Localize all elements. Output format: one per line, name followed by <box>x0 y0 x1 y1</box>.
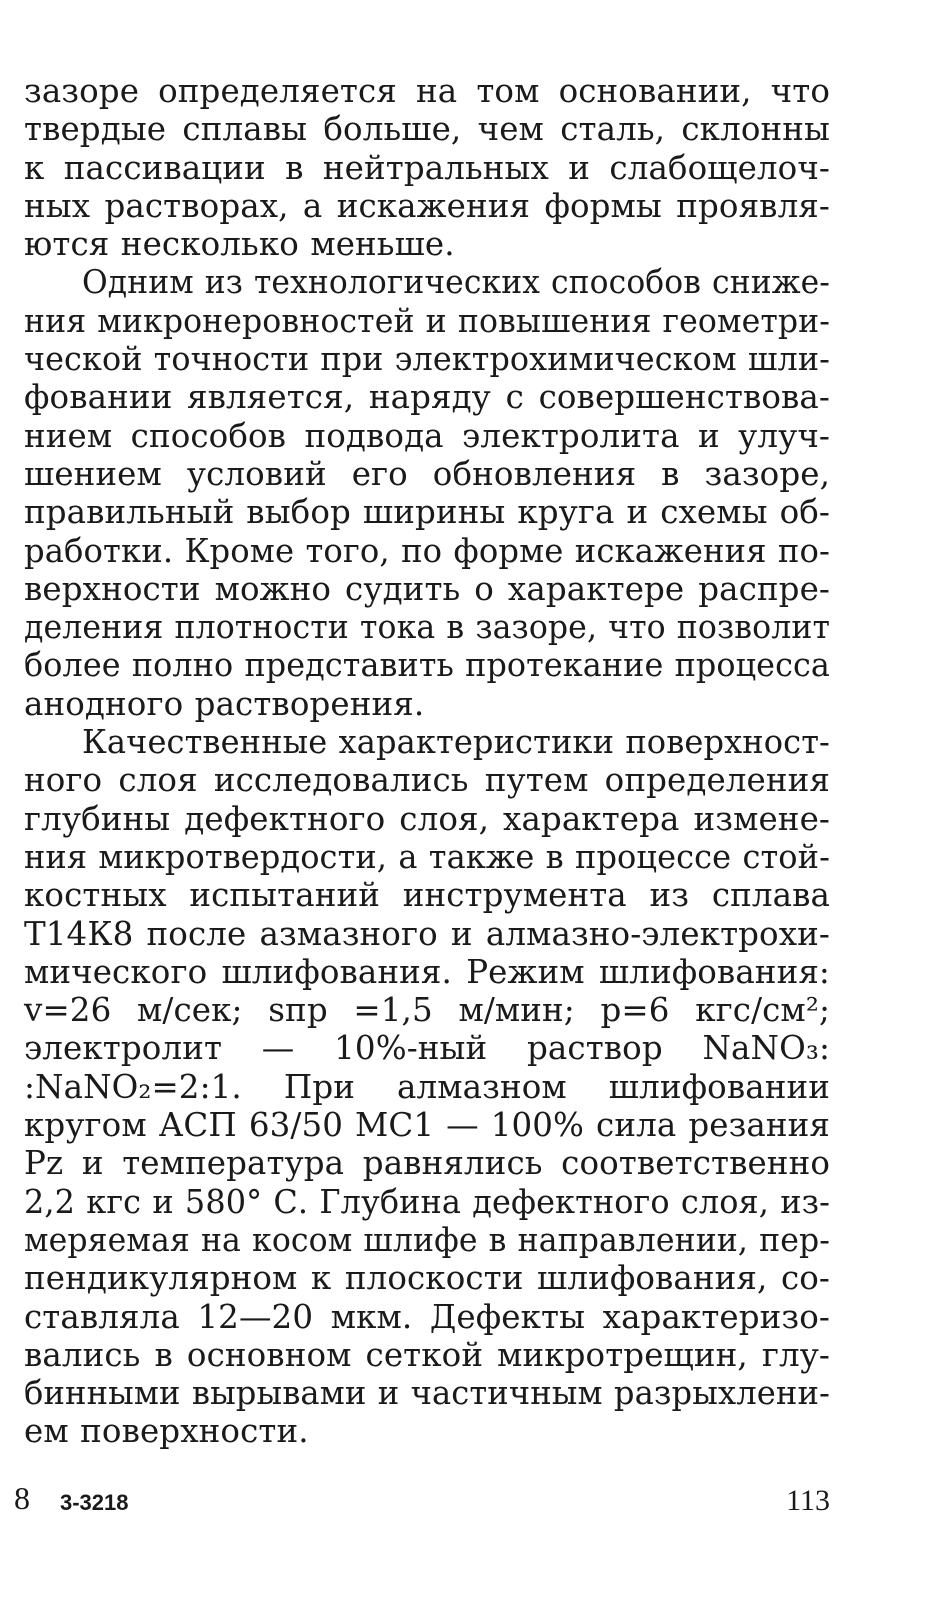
text-line: шением условий его обновления в зазоре, <box>24 454 830 493</box>
text-line: ются несколько меньше. <box>24 225 455 264</box>
text-line: работки. Кроме того, по форме искажения по- <box>24 531 830 570</box>
text-line: костных испытаний инструмента из сплава <box>24 876 830 915</box>
text-line: меряемая на косом шлифе в направлении, пер- <box>24 1220 830 1259</box>
text-line: деления плотности тока в зазоре, что позволит <box>24 608 830 647</box>
text-line: к пассивации в нейтральных и слабощелоч- <box>24 148 830 187</box>
text-line: мического шлифования. Режим шлифования: <box>24 952 830 991</box>
text-line: ем поверхности. <box>24 1412 309 1451</box>
paragraph-1 <box>24 72 830 263</box>
text-line: пендикулярном к плоскости шлифования, со- <box>24 1259 830 1298</box>
text-line: Одним из технологических способов сниже- <box>82 263 830 302</box>
text-line: бинными вырывами и частичным разрыхлени- <box>24 1374 830 1413</box>
text-line: более полно представить протекание процесса <box>24 646 830 685</box>
paragraph-2 <box>24 263 830 723</box>
text-line: зазоре определяется на том основании, что <box>24 72 830 110</box>
text-line: ных растворах, а искажения формы проявля- <box>24 186 830 225</box>
text-line: верхности можно судить о характере распре- <box>24 569 830 608</box>
text-line: глубины дефектного слоя, характера измене- <box>24 799 830 838</box>
text-line: 2,2 кгс и 580° С. Глубина дефектного слоя, из- <box>24 1182 830 1221</box>
text-line: Pz и температура равнялись соответственно <box>24 1144 830 1183</box>
text-line: ного слоя исследовались путем определения <box>24 761 830 800</box>
sheet-number: 8 <box>14 1480 30 1516</box>
text-line: кругом АСП 63/50 МС1 — 100% сила резания <box>24 1106 830 1145</box>
page-body <box>24 72 830 1451</box>
formula-line: электролит — 10%-ный раствор NaNO₃: <box>24 1029 830 1068</box>
formula-line: v=26 м/сек; sпр =1,5 м/мин; p=6 кгс/см²; <box>24 991 830 1030</box>
text-line: ческой точности при электрохимическом шли- <box>24 340 830 379</box>
text-line: Качественные характеристики поверхност- <box>82 723 830 762</box>
print-signature: 3-3218 <box>60 1490 129 1515</box>
text-line: ния микротвердости, а также в процессе стой- <box>24 837 830 876</box>
text-line: анодного растворения. <box>24 684 425 723</box>
formula-line: :NaNO₂=2:1. При алмазном шлифовании <box>24 1067 830 1106</box>
text-line: твердые сплавы больше, чем сталь, склонны <box>24 110 830 149</box>
text-line: ния микронеровностей и повышения геометри- <box>24 301 830 340</box>
text-line: вались в основном сеткой микротрещин, глу- <box>24 1335 830 1374</box>
text-line: ставляла 12—20 мкм. Дефекты характеризо- <box>24 1297 830 1336</box>
page-number: 113 <box>786 1484 830 1517</box>
text-line: Т14К8 после азмазного и алмазно-электрохи- <box>24 914 830 953</box>
text-line: правильный выбор ширины круга и схемы об- <box>24 493 830 532</box>
text-line: нием способов подвода электролита и улуч- <box>24 416 830 455</box>
paragraph-3 <box>24 723 830 1451</box>
text-line: фовании является, наряду с совершенствова- <box>24 378 830 417</box>
page-footer <box>14 1480 830 1524</box>
